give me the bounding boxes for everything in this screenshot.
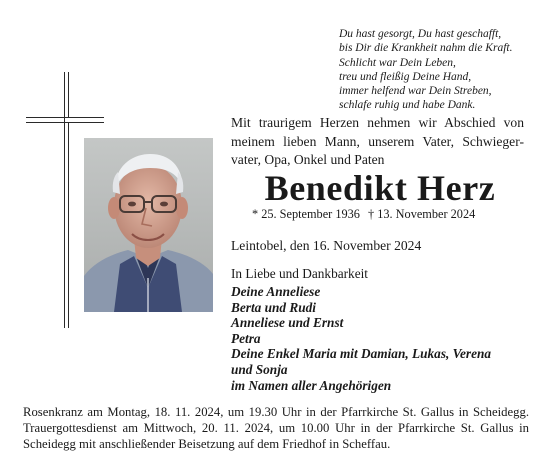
- service-info: [23, 405, 529, 452]
- mourners-list: [231, 284, 491, 393]
- cross-center: [65, 118, 69, 122]
- intro-line: Mit traurigem Herzen nehmen wir Abschied von: [231, 115, 524, 130]
- poem-line: schlafe ruhig und habe Dank.: [339, 99, 476, 112]
- portrait-photo: [84, 138, 213, 312]
- cross-vertical-bar: [64, 72, 69, 328]
- poem-line: bis Dir die Krankheit nahm die Kraft.: [339, 42, 513, 55]
- poem-line: immer helfend war Dein Streben,: [339, 85, 492, 98]
- intro-line: meinem lieben Mann, unserem Vater, Schwieger-: [231, 133, 524, 149]
- service-line: Trauergottesdienst am Mittwoch, 20. 11. 2024, um 10.00 Uhr in der Pfarrkirche St. Gallus in: [23, 420, 529, 435]
- mourner: im Namen aller Angehörigen: [231, 377, 392, 393]
- service-line: Scheidegg mit anschließender Beisetzung auf dem Friedhof in Scheffau.: [23, 436, 391, 451]
- poem-line: treu und fleißig Deine Hand,: [339, 70, 472, 83]
- death-date: † 13. November 2024: [368, 207, 476, 221]
- portrait-image: [84, 138, 213, 312]
- mourner: Deine Enkel Maria mit Damian, Lukas, Verena: [231, 346, 492, 362]
- mourner: Berta und Rudi: [231, 299, 316, 315]
- place-date: Leintobel, den 16. November 2024: [231, 238, 422, 253]
- mourner: und Sonja: [231, 361, 288, 377]
- life-dates: [252, 207, 532, 222]
- mourner: Anneliese und Ernst: [231, 315, 344, 331]
- poem-line: Schlicht war Dein Leben,: [339, 56, 456, 69]
- intro-line: vater, Opa, Onkel und Paten: [231, 152, 385, 168]
- intro-text: [231, 114, 524, 170]
- love-line: In Liebe und Dankbarkeit: [231, 266, 368, 281]
- mourner: Deine Anneliese: [231, 284, 321, 299]
- deceased-name: Benedikt Herz: [264, 168, 496, 208]
- service-line: Rosenkranz am Montag, 18. 11. 2024, um 19.30 Uhr in der Pfarrkirche St. Gallus in Scheidegg.: [23, 405, 529, 419]
- birth-date: * 25. September 1936: [252, 207, 360, 221]
- poem: [339, 27, 544, 113]
- poem-line: Du hast gesorgt, Du hast geschafft,: [339, 28, 502, 40]
- mourner: Petra: [231, 330, 261, 346]
